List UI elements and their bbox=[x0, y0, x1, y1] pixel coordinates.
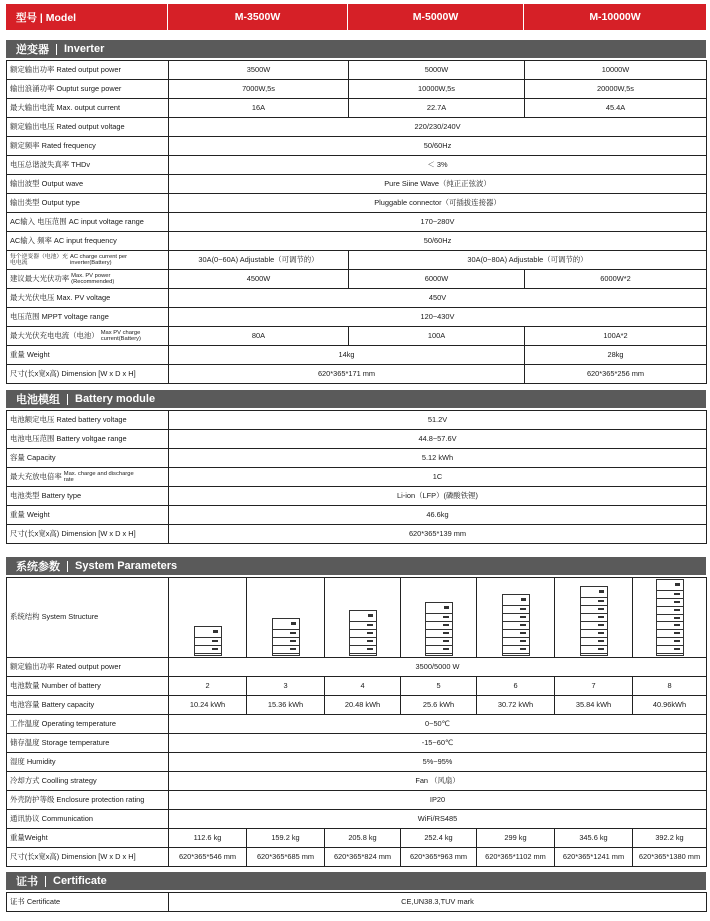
table-row bbox=[7, 137, 707, 156]
row-label: 输出浪涌功率 Ouptut surge power bbox=[7, 80, 169, 99]
cell-value: 51.2V bbox=[169, 411, 707, 430]
row-label-cn: 每个逆变器（电池）充电电流 bbox=[10, 253, 68, 266]
battery-module bbox=[425, 613, 453, 621]
cell-value: 100A bbox=[349, 327, 525, 346]
battery-module bbox=[656, 614, 684, 622]
row-label: AC输入 电压范围 AC input voltage range bbox=[7, 213, 169, 232]
table-row bbox=[7, 829, 707, 848]
cell-value: 3500W bbox=[169, 61, 349, 80]
cell-value: 5000W bbox=[349, 61, 525, 80]
battery-module bbox=[194, 645, 222, 653]
inverter-unit bbox=[502, 594, 530, 605]
row-label: 尺寸(长x宽x高) Dimension [W x D x H] bbox=[7, 848, 169, 867]
battery-module bbox=[425, 621, 453, 629]
table-row bbox=[7, 156, 707, 175]
row-label bbox=[7, 270, 169, 289]
stack-base bbox=[194, 653, 222, 656]
inverter-unit bbox=[194, 626, 222, 637]
battery-module bbox=[272, 645, 300, 653]
table-row bbox=[7, 893, 707, 912]
cell-value: 0~50℃ bbox=[169, 715, 707, 734]
table-row bbox=[7, 677, 707, 696]
section-title-cn: 证书 bbox=[16, 876, 38, 888]
cell-value: 620*365*546 mm bbox=[169, 848, 247, 867]
cell-value: 620*365*139 mm bbox=[169, 525, 707, 544]
table-row bbox=[7, 658, 707, 677]
battery-stack-4 bbox=[328, 580, 397, 656]
table-row bbox=[7, 365, 707, 384]
battery-module bbox=[656, 590, 684, 598]
cell-value: 620*365*1380 mm bbox=[633, 848, 707, 867]
stack-base bbox=[425, 653, 453, 656]
cell-value: 20000W,5s bbox=[525, 80, 707, 99]
table-row bbox=[7, 578, 707, 658]
battery-module bbox=[502, 629, 530, 637]
row-label: 额定频率 Rated frequency bbox=[7, 137, 169, 156]
cell-value: 205.8 kg bbox=[325, 829, 401, 848]
inverter-unit bbox=[272, 618, 300, 629]
row-label: 通讯协议 Communication bbox=[7, 810, 169, 829]
cell-value: 8 bbox=[633, 677, 707, 696]
battery-module bbox=[425, 637, 453, 645]
stack-base bbox=[349, 653, 377, 656]
row-label: 尺寸(长x宽x高) Dimension [W x D x H] bbox=[7, 365, 169, 384]
battery-module bbox=[580, 605, 608, 613]
cell-value: 30.72 kWh bbox=[477, 696, 555, 715]
divider bbox=[67, 394, 68, 405]
table-row bbox=[7, 118, 707, 137]
battery-module bbox=[502, 621, 530, 629]
cell-value: 14kg bbox=[169, 346, 525, 365]
table-row bbox=[7, 308, 707, 327]
battery-module bbox=[425, 645, 453, 653]
battery-module bbox=[349, 645, 377, 653]
cell-value: ＜ 3% bbox=[169, 156, 707, 175]
section-title-en: System Parameters bbox=[75, 560, 178, 572]
row-label: 最大光伏电压 Max. PV voltage bbox=[7, 289, 169, 308]
row-label: 冷却方式 Coolling strategy bbox=[7, 772, 169, 791]
cell-value: 20.48 kWh bbox=[325, 696, 401, 715]
cell-value: 7000W,5s bbox=[169, 80, 349, 99]
structure-cell bbox=[633, 578, 707, 658]
cell-value: 10000W,5s bbox=[349, 80, 525, 99]
row-label: 电池数量 Number of battery bbox=[7, 677, 169, 696]
cell-value: 5 bbox=[401, 677, 477, 696]
inverter-unit bbox=[425, 602, 453, 613]
row-label: 电池类型 Battery type bbox=[7, 487, 169, 506]
battery-module bbox=[502, 613, 530, 621]
row-label: 重量 Weight bbox=[7, 346, 169, 365]
row-label: 输出波型 Output wave bbox=[7, 175, 169, 194]
cell-value: Li-ion（LFP）(磷酸铁锂) bbox=[169, 487, 707, 506]
battery-module bbox=[349, 637, 377, 645]
cell-value: 620*365*171 mm bbox=[169, 365, 525, 384]
row-label: 电池电压范围 Battery voltgae range bbox=[7, 430, 169, 449]
battery-module bbox=[580, 637, 608, 645]
table-row bbox=[7, 696, 707, 715]
cell-value: 6000W bbox=[349, 270, 525, 289]
table-row bbox=[7, 99, 707, 118]
section-title-en: Certificate bbox=[53, 875, 107, 887]
battery-module bbox=[656, 645, 684, 653]
table-row bbox=[7, 791, 707, 810]
cell-value: 5%~95% bbox=[169, 753, 707, 772]
section-title-en: Inverter bbox=[64, 43, 105, 55]
cell-value: 10.24 kWh bbox=[169, 696, 247, 715]
table-row bbox=[7, 715, 707, 734]
model-m10000w: M-10000W bbox=[524, 4, 706, 30]
cell-value: 6000W*2 bbox=[525, 270, 707, 289]
cell-value: WiFi/RS485 bbox=[169, 810, 707, 829]
divider bbox=[56, 44, 57, 55]
battery-module bbox=[656, 606, 684, 614]
row-label: 重量Weight bbox=[7, 829, 169, 848]
cell-value: 5.12 kWh bbox=[169, 449, 707, 468]
row-label-en: Max. charge and discharge rate bbox=[63, 470, 134, 483]
row-label: 证书 Certificate bbox=[7, 893, 169, 912]
table-row bbox=[7, 270, 707, 289]
cell-value: 10000W bbox=[525, 61, 707, 80]
battery-stack-2 bbox=[172, 580, 243, 656]
row-label bbox=[7, 251, 169, 270]
model-m3500w: M-3500W bbox=[168, 4, 348, 30]
table-row bbox=[7, 449, 707, 468]
section-title-cn: 系统参数 bbox=[16, 561, 60, 573]
cell-value: 40.96kWh bbox=[633, 696, 707, 715]
row-label: 外壳防护等级 Enclosure protection rating bbox=[7, 791, 169, 810]
battery-stack-5 bbox=[404, 580, 473, 656]
battery-module bbox=[349, 621, 377, 629]
battery-module bbox=[502, 605, 530, 613]
cell-value: 4 bbox=[325, 677, 401, 696]
cell-value: 170~280V bbox=[169, 213, 707, 232]
table-row bbox=[7, 753, 707, 772]
stack-base bbox=[272, 653, 300, 656]
section-battery bbox=[6, 390, 706, 408]
battery-stack-6 bbox=[480, 580, 551, 656]
cell-value: 620*365*256 mm bbox=[525, 365, 707, 384]
inverter-unit bbox=[656, 579, 684, 590]
table-row bbox=[7, 506, 707, 525]
cell-value: 15.36 kWh bbox=[247, 696, 325, 715]
cell-value: 16A bbox=[169, 99, 349, 118]
table-row bbox=[7, 430, 707, 449]
battery-module bbox=[580, 621, 608, 629]
section-system bbox=[6, 557, 706, 575]
battery-module bbox=[272, 637, 300, 645]
cell-value: 28kg bbox=[525, 346, 707, 365]
cell-value: 620*365*824 mm bbox=[325, 848, 401, 867]
structure-cell bbox=[169, 578, 247, 658]
cell-value: -15~60℃ bbox=[169, 734, 707, 753]
row-label: 电池容量 Battery capacity bbox=[7, 696, 169, 715]
cell-value: 392.2 kg bbox=[633, 829, 707, 848]
table-row bbox=[7, 80, 707, 99]
row-label-cn: 建议最大光伏功率 bbox=[10, 273, 70, 283]
inverter-unit bbox=[580, 586, 608, 597]
structure-cell bbox=[325, 578, 401, 658]
cell-value: 3 bbox=[247, 677, 325, 696]
cell-value: IP20 bbox=[169, 791, 707, 810]
structure-cell bbox=[247, 578, 325, 658]
table-row bbox=[7, 289, 707, 308]
cell-value: 620*365*963 mm bbox=[401, 848, 477, 867]
structure-cell bbox=[555, 578, 633, 658]
structure-cell bbox=[477, 578, 555, 658]
cell-value: 120~430V bbox=[169, 308, 707, 327]
cell-value: 299 kg bbox=[477, 829, 555, 848]
cell-value: Fan （风扇） bbox=[169, 772, 707, 791]
table-row bbox=[7, 525, 707, 544]
table-row bbox=[7, 213, 707, 232]
row-label: 湿度 Humidity bbox=[7, 753, 169, 772]
table-row bbox=[7, 327, 707, 346]
table-row bbox=[7, 61, 707, 80]
cell-value: 50/60Hz bbox=[169, 232, 707, 251]
battery-module bbox=[580, 629, 608, 637]
row-label-en: Max. PV power (Recommended) bbox=[71, 272, 115, 285]
table-row bbox=[7, 772, 707, 791]
battery-module bbox=[425, 629, 453, 637]
table-row bbox=[7, 194, 707, 213]
row-label-en: AC charge current per inverter(Battery) bbox=[70, 253, 128, 266]
table-row bbox=[7, 468, 707, 487]
table-row bbox=[7, 848, 707, 867]
row-label: 最大输出电流 Max. output current bbox=[7, 99, 169, 118]
battery-stack-3 bbox=[250, 580, 321, 656]
row-label: AC输入 频率 AC input frequency bbox=[7, 232, 169, 251]
model-label: 型号 | Model bbox=[6, 4, 168, 30]
cell-value: 50/60Hz bbox=[169, 137, 707, 156]
table-row bbox=[7, 346, 707, 365]
row-label: 输出类型 Output type bbox=[7, 194, 169, 213]
table-row bbox=[7, 411, 707, 430]
row-label: 工作温度 Operating temperature bbox=[7, 715, 169, 734]
battery-module bbox=[502, 637, 530, 645]
section-title-en: Battery module bbox=[75, 393, 156, 405]
row-label-cn: 最大光伏充电电流（电池） bbox=[10, 330, 99, 340]
row-label: 额定输出电压 Rated output voltage bbox=[7, 118, 169, 137]
cell-value: 2 bbox=[169, 677, 247, 696]
table-row bbox=[7, 232, 707, 251]
cell-value: 44.8~57.6V bbox=[169, 430, 707, 449]
cell-value: 620*365*1102 mm bbox=[477, 848, 555, 867]
table-row bbox=[7, 734, 707, 753]
row-label-en: Max PV charge current(Battery) bbox=[100, 329, 141, 342]
row-label: 额定输出功率 Rated output power bbox=[7, 658, 169, 677]
battery-module bbox=[656, 621, 684, 629]
battery-module bbox=[580, 645, 608, 653]
battery-stack-8 bbox=[636, 580, 703, 656]
system-table bbox=[6, 577, 707, 867]
table-row bbox=[7, 810, 707, 829]
battery-module bbox=[580, 597, 608, 605]
stack-base bbox=[656, 653, 684, 656]
row-label: 重量 Weight bbox=[7, 506, 169, 525]
battery-stack-7 bbox=[558, 580, 629, 656]
row-label: 电压范围 MPPT voltage range bbox=[7, 308, 169, 327]
cell-value: 345.6 kg bbox=[555, 829, 633, 848]
cell-value: 100A*2 bbox=[525, 327, 707, 346]
cell-value: 30A(0~80A) Adjustable（可调节的） bbox=[349, 251, 707, 270]
battery-module bbox=[656, 629, 684, 637]
section-inverter bbox=[6, 40, 706, 58]
row-label: 储存温度 Storage temperature bbox=[7, 734, 169, 753]
table-row bbox=[7, 175, 707, 194]
cell-value: 252.4 kg bbox=[401, 829, 477, 848]
battery-module bbox=[656, 598, 684, 606]
cell-value: 35.84 kWh bbox=[555, 696, 633, 715]
cell-value: 80A bbox=[169, 327, 349, 346]
row-label: 系统结构 System Structure bbox=[7, 578, 169, 658]
stack-base bbox=[580, 653, 608, 656]
cell-value: 22.7A bbox=[349, 99, 525, 118]
inverter-table bbox=[6, 60, 707, 384]
section-title-cn: 电池模组 bbox=[16, 394, 60, 406]
cell-value: 112.6 kg bbox=[169, 829, 247, 848]
structure-cell bbox=[401, 578, 477, 658]
battery-module bbox=[349, 629, 377, 637]
inverter-unit bbox=[349, 610, 377, 621]
row-label: 额定输出功率 Rated output power bbox=[7, 61, 169, 80]
cell-value: 620*365*685 mm bbox=[247, 848, 325, 867]
cell-value: 159.2 kg bbox=[247, 829, 325, 848]
cell-value: 1C bbox=[169, 468, 707, 487]
cell-value: 6 bbox=[477, 677, 555, 696]
table-row bbox=[7, 487, 707, 506]
battery-module bbox=[502, 645, 530, 653]
stack-base bbox=[502, 653, 530, 656]
model-header bbox=[6, 4, 706, 30]
cell-value: Pure Siine Wave（纯正正弦波） bbox=[169, 175, 707, 194]
cell-value: 46.6kg bbox=[169, 506, 707, 525]
row-label bbox=[7, 468, 169, 487]
divider bbox=[67, 561, 68, 572]
battery-module bbox=[580, 613, 608, 621]
row-label: 电压总谐波失真率 THDv bbox=[7, 156, 169, 175]
section-certificate bbox=[6, 872, 706, 890]
model-m5000w: M-5000W bbox=[348, 4, 524, 30]
battery-module bbox=[272, 629, 300, 637]
section-title-cn: 逆变器 bbox=[16, 44, 49, 56]
cell-value: 7 bbox=[555, 677, 633, 696]
row-label bbox=[7, 327, 169, 346]
cell-value: 30A(0~60A) Adjustable（可调节的） bbox=[169, 251, 349, 270]
cell-value: 220/230/240V bbox=[169, 118, 707, 137]
cell-value: 620*365*1241 mm bbox=[555, 848, 633, 867]
table-row bbox=[7, 251, 707, 270]
divider bbox=[45, 876, 46, 887]
cell-value: 4500W bbox=[169, 270, 349, 289]
certificate-table bbox=[6, 892, 707, 912]
cell-value: 450V bbox=[169, 289, 707, 308]
battery-module bbox=[656, 637, 684, 645]
row-label: 尺寸(长x宽x高) Dimension [W x D x H] bbox=[7, 525, 169, 544]
battery-module bbox=[194, 637, 222, 645]
row-label: 电池额定电压 Rated battery voltage bbox=[7, 411, 169, 430]
row-label: 容量 Capacity bbox=[7, 449, 169, 468]
cell-value: CE,UN38.3,TUV mark bbox=[169, 893, 707, 912]
cell-value: 45.4A bbox=[525, 99, 707, 118]
battery-table bbox=[6, 410, 707, 544]
cell-value: 25.6 kWh bbox=[401, 696, 477, 715]
row-label-cn: 最大充放电倍率 bbox=[10, 471, 62, 481]
cell-value: 3500/5000 W bbox=[169, 658, 707, 677]
cell-value: Pluggable connector（可插拔连接器） bbox=[169, 194, 707, 213]
